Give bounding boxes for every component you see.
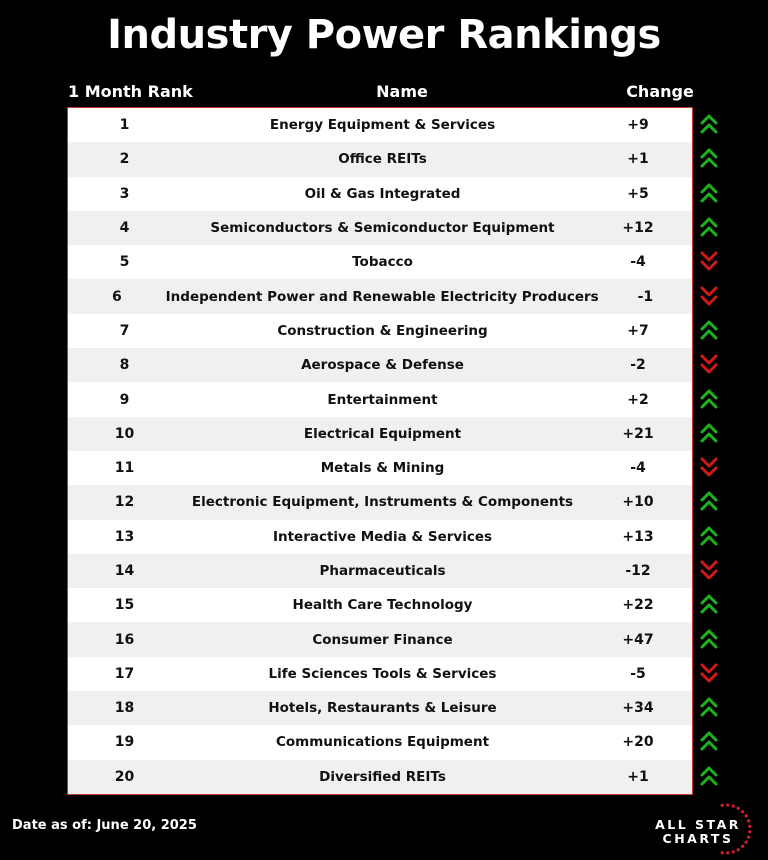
rank-cell: 5: [119, 254, 130, 271]
rank-cell: 13: [114, 528, 135, 545]
name-cell: Aerospace & Defense: [301, 357, 464, 374]
table-row: [68, 314, 692, 348]
table-row: [68, 588, 692, 622]
double-chevron-up-icon: [696, 176, 722, 210]
rank-cell: 11: [114, 460, 135, 477]
double-chevron-down-icon: [696, 278, 722, 312]
double-chevron-down-icon: [696, 656, 722, 690]
name-cell: Consumer Finance: [312, 631, 453, 648]
double-chevron-down-icon: [696, 553, 722, 587]
table-row: [68, 520, 692, 554]
double-chevron-up-icon: [696, 313, 722, 347]
name-cell: Construction & Engineering: [277, 322, 488, 339]
double-chevron-up-icon: [696, 759, 722, 793]
name-cell: Diversified REITs: [319, 768, 446, 785]
name-cell: Metals & Mining: [320, 460, 445, 477]
name-cell: Energy Equipment & Services: [269, 117, 496, 134]
table-row: [68, 177, 692, 211]
table-row: [68, 554, 692, 588]
name-cell: Interactive Media & Services: [272, 528, 493, 545]
double-chevron-down-icon: [696, 450, 722, 484]
change-cell: -5: [630, 665, 646, 682]
table-row: [68, 622, 692, 656]
change-cell: +21: [622, 425, 654, 442]
rank-cell: 17: [114, 665, 135, 682]
double-chevron-up-icon: [696, 587, 722, 621]
change-arrows-column: [696, 107, 722, 793]
table-row: [68, 691, 692, 725]
double-chevron-up-icon: [696, 381, 722, 415]
table-row: [68, 382, 692, 416]
header-name: Name: [376, 82, 428, 101]
change-cell: +1: [627, 768, 649, 785]
rank-cell: 9: [119, 391, 130, 408]
change-cell: +13: [622, 528, 654, 545]
change-cell: +7: [627, 322, 649, 339]
rank-cell: 3: [119, 185, 130, 202]
rank-cell: 8: [119, 357, 130, 374]
rankings-table: [67, 107, 693, 795]
table-row: [68, 760, 692, 794]
double-chevron-up-icon: [696, 519, 722, 553]
rank-cell: 10: [114, 425, 135, 442]
name-cell: Pharmaceuticals: [319, 563, 446, 579]
change-cell: -4: [630, 460, 646, 477]
double-chevron-up-icon: [696, 724, 722, 758]
table-row: [68, 348, 692, 382]
change-cell: -4: [630, 254, 646, 271]
table-row: [68, 245, 692, 279]
change-cell: +20: [622, 734, 654, 751]
page-title: Industry Power Rankings: [107, 12, 661, 58]
header-change: Change: [626, 82, 694, 101]
rank-cell: 18: [114, 700, 135, 717]
table-row: [68, 211, 692, 245]
name-cell: Independent Power and Renewable Electricity Producers: [165, 288, 599, 305]
name-cell: Office REITs: [338, 151, 427, 168]
change-cell: +12: [622, 220, 654, 237]
rank-cell: 12: [114, 494, 135, 511]
name-cell: Life Sciences Tools & Services: [268, 665, 497, 682]
rank-cell: 7: [119, 322, 130, 339]
double-chevron-up-icon: [696, 484, 722, 518]
double-chevron-up-icon: [696, 621, 722, 655]
change-cell: +5: [627, 185, 649, 202]
table-row: [68, 725, 692, 759]
name-cell: Hotels, Restaurants & Leisure: [268, 700, 497, 717]
change-cell: +22: [622, 597, 654, 614]
change-cell: -1: [637, 288, 654, 305]
rank-cell: 15: [114, 597, 135, 614]
change-cell: -12: [625, 563, 651, 579]
header-rank: 1 Month Rank: [68, 82, 193, 101]
table-row: [68, 417, 692, 451]
date-as-of: Date as of: June 20, 2025: [12, 818, 197, 833]
name-cell: Electrical Equipment: [303, 425, 462, 442]
double-chevron-up-icon: [696, 107, 722, 141]
name-cell: Semiconductors & Semiconductor Equipment: [210, 220, 555, 237]
rank-cell: 4: [119, 220, 130, 237]
name-cell: Electronic Equipment, Instruments & Components: [191, 494, 574, 511]
table-row: [68, 485, 692, 519]
logo-line-2: CHARTS: [662, 831, 734, 846]
name-cell: Health Care Technology: [292, 597, 473, 614]
name-cell: Communications Equipment: [275, 734, 490, 751]
name-cell: Oil & Gas Integrated: [304, 185, 461, 202]
change-cell: +2: [627, 391, 649, 408]
rank-cell: 20: [114, 768, 135, 785]
rank-cell: 1: [119, 117, 130, 134]
name-cell: Tobacco: [352, 254, 413, 271]
change-cell: -2: [630, 357, 646, 374]
change-cell: +47: [622, 631, 654, 648]
rank-cell: 19: [114, 734, 135, 751]
table-row: [68, 451, 692, 485]
double-chevron-down-icon: [696, 244, 722, 278]
double-chevron-down-icon: [696, 347, 722, 381]
change-cell: +10: [622, 494, 654, 511]
change-cell: +34: [622, 700, 654, 717]
rank-cell: 2: [119, 151, 130, 168]
table-row: [68, 657, 692, 691]
double-chevron-up-icon: [696, 416, 722, 450]
double-chevron-up-icon: [696, 690, 722, 724]
table-row: [68, 279, 692, 313]
rank-cell: 16: [114, 631, 135, 648]
change-cell: +1: [627, 151, 649, 168]
all-star-charts-logo: [648, 803, 758, 855]
change-cell: +9: [627, 117, 649, 134]
rank-cell: 14: [114, 563, 135, 579]
double-chevron-up-icon: [696, 210, 722, 244]
table-row: [68, 142, 692, 176]
table-row: [68, 108, 692, 142]
rank-cell: 6: [111, 288, 122, 305]
double-chevron-up-icon: [696, 141, 722, 175]
logo-line-1: ALL STAR: [655, 817, 741, 832]
name-cell: Entertainment: [327, 391, 438, 408]
